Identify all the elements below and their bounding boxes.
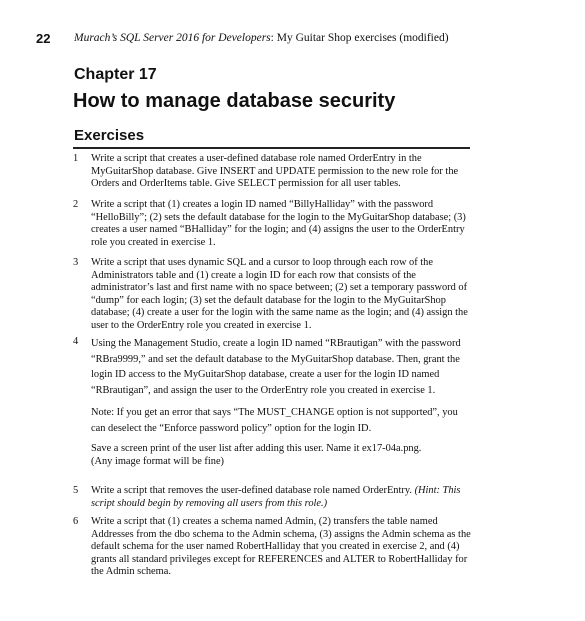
exercise-number: 1 [73,153,79,164]
book-subtitle: : My Guitar Shop exercises (modified) [270,32,449,44]
exercise-text: Write a script that (1) creates a login ID named “BillyHalliday” with the password “HelloBilly”; (2) sets the default database for the login to the MyGuitarShop database; (3) creates a user named “BHalliday” for the login; and (4) assigns the user to the OrderEntry role you created in exercise 1. [91,199,466,248]
exercise-number: 3 [73,257,79,268]
exercise-item [73,485,473,510]
exercise-text: Using the Management Studio, create a login ID named “RBrautigan” with the password “RBra9999,” and set the default database to the MyGuitarShop database. Then, grant the login ID access to the MyGuitarShop database, create a user for the login ID named “RBrautigan”, and assign the user to the OrderEntry role you created in exercise 1. [91,338,461,396]
exercise-text: Write a script that uses dynamic SQL and a cursor to loop through each row of the Administrators table and (1) create a login ID for each row that consists of the administrator’s last and first name with no space between; (2) set a temporary password of “dump” for each login; (3) set the default database for the login to the MyGuitarShop database; (4) create a user for the login with the same name as the login; and (4) assign the user to the OrderEntry role you created in exercise 1. [91,257,468,331]
exercise-save-format: (Any image format will be fine) [91,455,225,467]
exercise-item [73,153,473,191]
exercises-heading: Exercises [74,127,145,144]
exercise-save-instruction: Save a screen print of the user list after adding this user. Name it ex17-04a.png. [91,443,422,454]
book-title: Murach’s SQL Server 2016 for Developers [74,32,271,44]
exercise-text: Write a script that (1) creates a schema named Admin, (2) transfers the table named Addresses from the dbo schema to the Admin schema, (3) assigns the Admin schema as the default schema for the user named RobertHalliday that you created in exercise 2, and (4) grants all standard privileges except for REFERENCES and ALTER to RobertHalliday for the Admin schema. [91,516,471,578]
chapter-title: How to manage database security [73,90,396,112]
chapter-label: Chapter 17 [74,66,157,83]
running-header [74,32,449,44]
exercise-number: 4 [73,336,79,347]
exercise-item [73,199,473,249]
page-number: 22 [36,31,51,46]
heading-rule [73,147,470,149]
exercise-text: Write a script that removes the user-defined database role named OrderEntry. [91,485,415,496]
exercise-number: 6 [73,516,79,527]
exercise-number: 5 [73,485,79,496]
exercise-note: Note: If you get an error that says “The MUST_CHANGE option is not supported”, you can deselect the “Enforce password policy” option for the login ID. [91,407,458,434]
exercise-number: 2 [73,199,79,210]
exercise-item [73,516,473,579]
exercise-item [73,336,473,468]
exercise-text: Write a script that creates a user-defined database role named OrderEntry in the MyGuitarShop database. Give INSERT and UPDATE permission to the new role for the Orders and OrderItems table. Give SELECT permission for all user tables. [91,153,459,190]
exercise-hint: (Hint: This script should begin by removing all users from this role.) [91,485,461,509]
exercise-item [73,257,473,333]
